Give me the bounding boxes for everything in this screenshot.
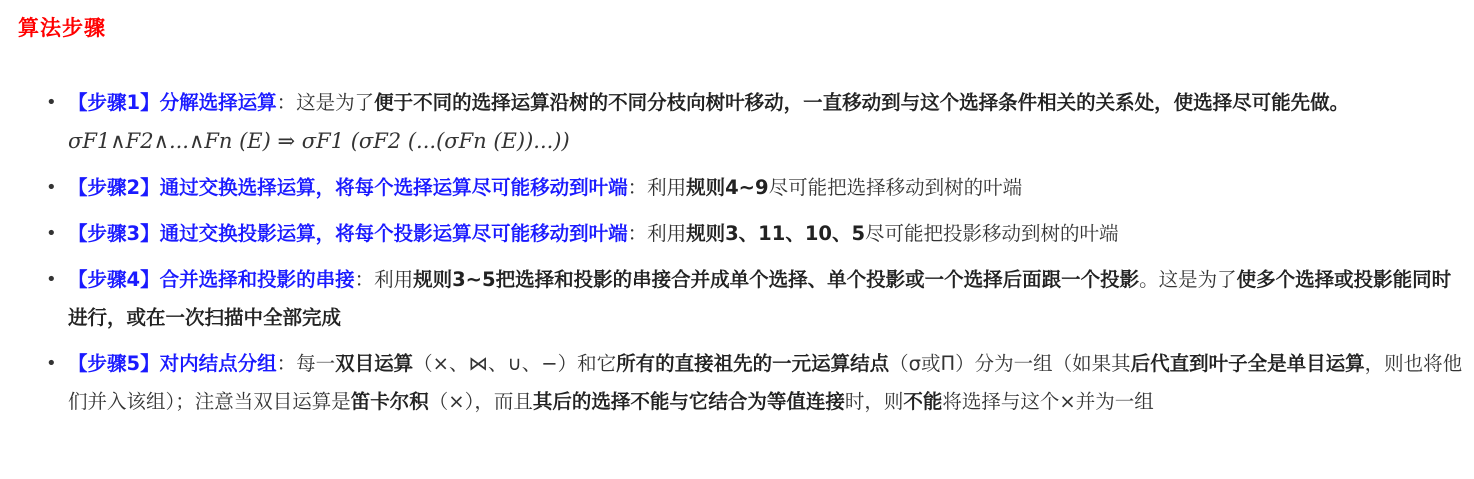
step-bold-text: 所有的直接祖先的一元运算结点 <box>616 352 890 375</box>
step-bold-text: 其后的选择不能与它结合为等值连接 <box>532 390 845 413</box>
step-label: 【步骤1】分解选择运算 <box>68 91 277 114</box>
step-label: 【步骤5】对内结点分组 <box>68 352 277 375</box>
step-bold-text: 使多个选择或投影能同时进行，或在一次扫描中全部完成 <box>68 268 1452 329</box>
separator: ： <box>276 91 297 114</box>
step-text: 利用 <box>647 222 687 245</box>
step-label: 【步骤3】通过交换投影运算，将每个投影运算尽可能移动到叶端 <box>68 222 628 245</box>
step-bold-text: 规则4~9 <box>686 176 769 199</box>
step-bold-text: 后代直到叶子全是单目运算 <box>1130 352 1365 375</box>
page-title: 算法步骤 <box>18 16 106 40</box>
separator: ： <box>354 268 375 291</box>
list-item-step-5 <box>68 345 1464 421</box>
step-bold-text: 笛卡尔积 <box>350 390 429 413</box>
step-bold-text: 便于不同的选择运算沿树的不同分枝向树叶移动，一直移动到与这个选择条件相关的关系处，使选择尽可能先做。 <box>374 91 1350 114</box>
step-text: 每一 <box>296 352 336 375</box>
separator: ： <box>627 222 648 245</box>
step-bold-text: 不能 <box>903 390 943 413</box>
step-text: （×），而且 <box>428 390 533 413</box>
list-item-step-1 <box>68 84 1464 161</box>
list-item-step-3 <box>68 215 1464 253</box>
step-bold-text: 规则3~5把选择和投影的串接合并成单个选择、单个投影或一个选择后面跟一个投影 <box>413 268 1140 291</box>
step-text: 时，则 <box>844 390 904 413</box>
step-text: 。这是为了 <box>1139 268 1237 291</box>
decomposition-formula: σF1∧F2∧...∧Fn (E) ⇒ σF1 (σF2 (...(σFn (E))...)) <box>68 129 570 153</box>
step-text: 尽可能把投影移动到树的叶端 <box>865 222 1119 245</box>
list-item-step-4 <box>68 261 1464 337</box>
step-bold-text: 双目运算 <box>335 352 414 375</box>
step-text: 利用 <box>374 268 414 291</box>
step-text: 这是为了 <box>296 91 375 114</box>
step-text: （σ或Π）分为一组（如果其 <box>889 352 1131 375</box>
step-text: （×、⋈、∪、−）和它 <box>413 352 617 375</box>
step-bold-text: 规则3、11、10、5 <box>686 222 866 245</box>
step-text: 利用 <box>647 176 687 199</box>
step-text: 尽可能把选择移动到树的叶端 <box>768 176 1023 199</box>
step-text: ，则也将他们并入该组）；注意当双目运算是 <box>68 352 1463 413</box>
separator: ： <box>627 176 648 199</box>
list-item-step-2 <box>68 169 1464 207</box>
step-list <box>0 84 1464 429</box>
step-label: 【步骤4】合并选择和投影的串接 <box>68 268 355 291</box>
step-text: 将选择与这个×并为一组 <box>942 390 1154 413</box>
step-label: 【步骤2】通过交换选择运算，将每个选择运算尽可能移动到叶端 <box>68 176 628 199</box>
separator: ： <box>276 352 297 375</box>
